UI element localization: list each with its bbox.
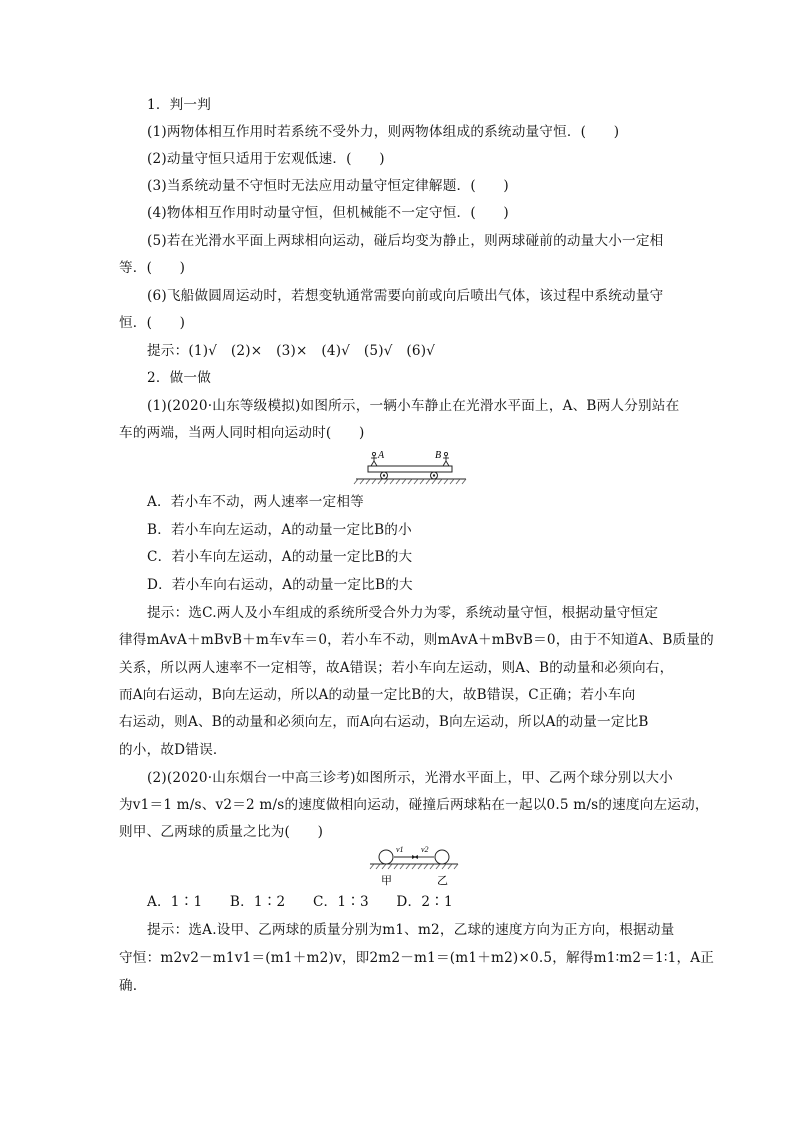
- label-v1: v1: [396, 845, 404, 854]
- q1-option: B．若小车向左运动，A的动量一定比B的小: [147, 522, 412, 538]
- cart-body: [368, 466, 452, 472]
- label-a: A: [378, 450, 385, 461]
- judge-item: (2)动量守恒只适用于宏观低速．( ): [147, 151, 385, 167]
- label-jia: 甲: [381, 874, 392, 887]
- cart-figure: [352, 446, 470, 486]
- ball-jia: [379, 850, 393, 864]
- judge-item: (4)物体相互作用时动量守恒，但机械能不一定守恒．( ): [147, 205, 509, 221]
- person-a: [371, 452, 377, 466]
- q1-hint-cont: 关系，所以两人速率不一定相等，故A错误；若小车向左运动，则A、B的动量和必须向右，: [119, 660, 674, 676]
- arrow-v2-head: [414, 855, 418, 859]
- judge-item: (3)当系统动量不守恒时无法应用动量守恒定律解题．( ): [147, 178, 509, 194]
- judge-item-cont: 等．( ): [119, 260, 186, 276]
- ground-hatch: [354, 479, 466, 484]
- q2-options: A．1∶1 B．1∶2 C．1∶3 D．2∶1: [147, 894, 453, 910]
- cart-axle: [383, 474, 385, 476]
- person-b: [443, 452, 449, 466]
- section2-heading: 2．做一做: [147, 370, 212, 386]
- judge-item-cont: 恒．( ): [119, 315, 186, 331]
- q1-hint-cont: 的小，故D错误．: [119, 742, 227, 758]
- q1-option: C．若小车向左运动，A的动量一定比B的大: [147, 549, 413, 565]
- judge-item: (6)飞船做圆周运动时，若想变轨通常需要向前或向后喷出气体，该过程中系统动量守: [147, 288, 664, 304]
- cart-axle: [433, 474, 435, 476]
- q2-hint-cont: 确.: [119, 978, 138, 994]
- ball-yi: [435, 850, 449, 864]
- q1-hint-cont: 律得mAvA＋mBvB＋m车v车＝0，若小车不动，则mAvA＋mBvB＝0，由于不知道A、B质量的: [119, 632, 714, 648]
- ground-hatch: [370, 864, 458, 869]
- judge-item: (1)两物体相互作用时若系统不受外力，则两物体组成的系统动量守恒．( ): [147, 124, 620, 140]
- q1-hint-cont: 右运动，则A、B的动量和必须向左，而A向右运动，B向左运动，所以A的动量一定比B: [119, 714, 649, 730]
- label-yi: 乙: [437, 874, 448, 887]
- q1-option: A．若小车不动，两人速率一定相等: [147, 494, 364, 510]
- q1-hint-cont: 而A向右运动，B向左运动，所以A的动量一定比B的大，故B错误，C正确；若小车向: [119, 687, 636, 703]
- q2-hint: 提示：选A.设甲、乙两球的质量分别为m1、m2，乙球的速度方向为正方向，根据动量: [147, 922, 675, 938]
- q1-stem-cont: 车的两端，当两人同时相向运动时( ): [119, 425, 365, 441]
- label-v2: v2: [421, 845, 429, 854]
- q1-stem: (1)(2020·山东等级模拟)如图所示，一辆小车静止在光滑水平面上，A、B两人分别站在: [147, 398, 680, 414]
- q2-stem: (2)(2020·山东烟台一中高三诊考)如图所示，光滑水平面上，甲、乙两个球分别以大小: [147, 770, 673, 786]
- q2-hint-cont: 守恒：m2v2－m1v1＝(m1＋m2)v，即2m2－m1＝(m1＋m2)×0.5，解得m1∶m2＝1∶1，A正: [119, 950, 715, 966]
- q2-stem-cont: 为v1＝1 m/s、v2＝2 m/s的速度做相向运动，碰撞后两球粘在一起以0.5 m/s的速度向左运动，: [119, 797, 709, 813]
- label-b: B: [435, 450, 442, 461]
- q2-stem-cont: 则甲、乙两球的质量之比为( ): [119, 824, 324, 840]
- balls-figure: [364, 840, 464, 888]
- q1-option: D．若小车向右运动，A的动量一定比B的大: [147, 577, 413, 593]
- judge-item: (5)若在光滑水平面上两球相向运动，碰后均变为静止，则两球碰前的动量大小一定相: [147, 233, 664, 249]
- section1-hint: 提示：(1)√ (2)× (3)× (4)√ (5)√ (6)√: [147, 343, 436, 359]
- section1-heading: 1．判一判: [147, 97, 212, 113]
- q1-hint: 提示：选C.两人及小车组成的系统所受合外力为零，系统动量守恒，根据动量守恒定: [147, 605, 659, 621]
